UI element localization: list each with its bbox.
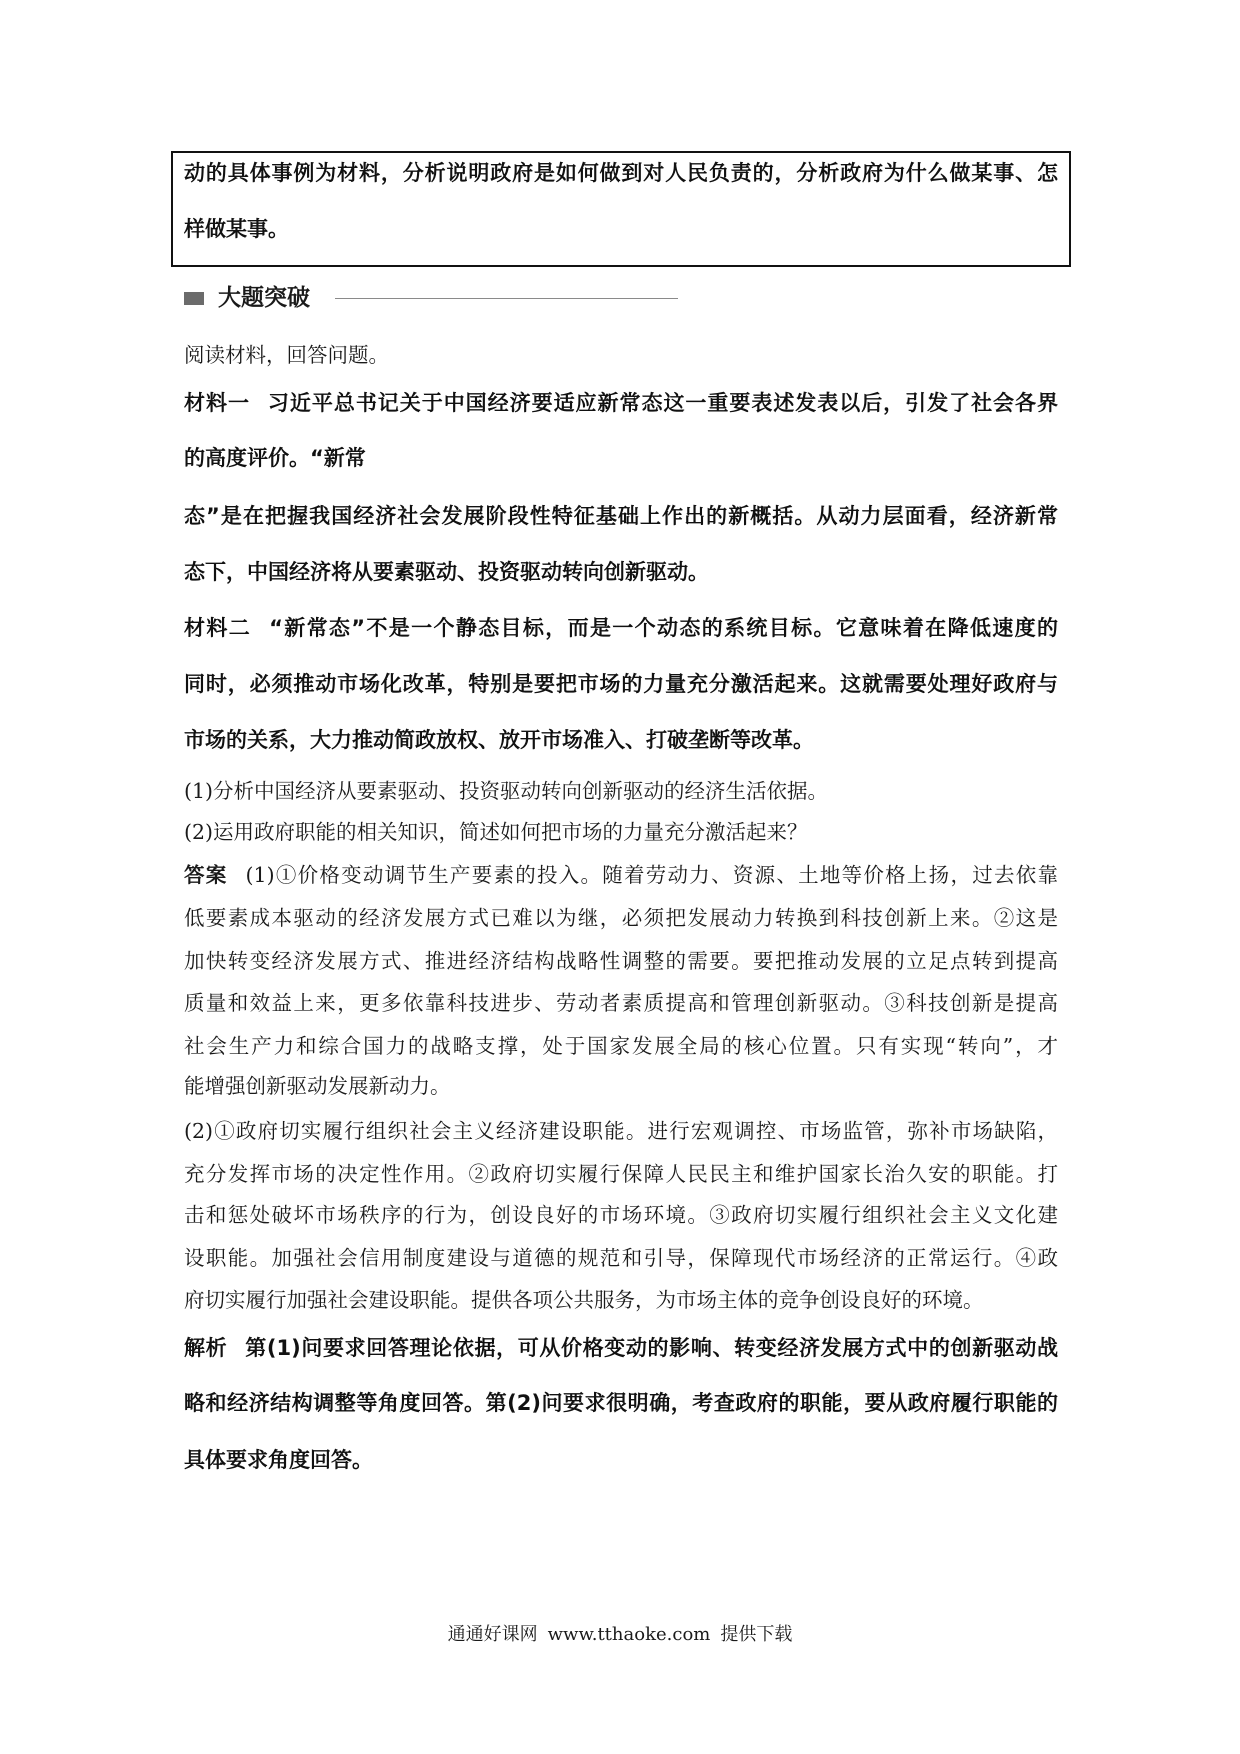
answer-line: 能增强创新驱动发展新动力。: [184, 1074, 451, 1098]
material-2-line: 市场的关系，大力推动简政放权、放开市场准入、打破垄断等改革。: [184, 728, 814, 752]
answer-line: 充分发挥市场的决定性作用。②政府切实履行保障人民民主和维护国家长治久安的职能。打: [184, 1162, 1058, 1186]
answer-line: 质量和效益上来，更多依靠科技进步、劳动者素质提高和管理创新驱动。③科技创新是提高: [184, 991, 1058, 1015]
analysis-text: 第(1)问要求回答理论依据，可从价格变动的影响、转变经济发展方式中的创新驱动战: [245, 1336, 1058, 1360]
section-divider: [335, 298, 678, 299]
answer-line: [184, 860, 1058, 890]
analysis-line: [184, 1333, 1058, 1363]
footer-url: www.tthaoke.com: [547, 1624, 711, 1645]
section-title: 大题突破: [218, 285, 310, 311]
answer-line: 加快转变经济发展方式、推进经济结构战略性调整的需要。要把推动发展的立足点转到提高: [184, 949, 1058, 973]
answer-label: 答案: [184, 863, 228, 887]
analysis-line: 具体要求角度回答。: [184, 1448, 373, 1472]
answer-line: 社会生产力和综合国力的战略支撑，处于国家发展全局的核心位置。只有实现“转向”，才: [184, 1034, 1058, 1058]
material-1-text: 习近平总书记关于中国经济要适应新常态这一重要表述发表以后，引发了社会各界: [267, 391, 1058, 415]
box-line: 样做某事。: [184, 217, 289, 241]
material-1-line: 态”是在把握我国经济社会发展阶段性特征基础上作出的新概括。从动力层面看，经济新常: [184, 504, 1058, 528]
question-2: (2)运用政府职能的相关知识，简述如何把市场的力量充分激活起来？: [184, 820, 808, 844]
answer-line: 设职能。加强社会信用制度建设与道德的规范和引导，保障现代市场经济的正常运行。④政: [184, 1246, 1058, 1270]
question-1: (1)分析中国经济从要素驱动、投资驱动转向创新驱动的经济生活依据。: [184, 779, 829, 803]
answer-text: (1)①价格变动调节生产要素的投入。随着劳动力、资源、土地等价格上扬，过去依靠: [245, 863, 1058, 887]
material-2-text: “新常态”不是一个静态目标，而是一个动态的系统目标。它意味着在降低速度的: [269, 616, 1058, 640]
material-1-label: 材料一: [184, 391, 250, 415]
material-2-label: 材料二: [184, 616, 252, 640]
footer-site-name: 通通好课网: [447, 1624, 538, 1645]
box-line: 动的具体事例为材料，分析说明政府是如何做到对人民负责的，分析政府为什么做某事、怎: [184, 161, 1058, 185]
answer-line: 低要素成本驱动的经济发展方式已难以为继，必须把发展动力转换到科技创新上来。②这是: [184, 906, 1058, 930]
analysis-label: 解析: [184, 1336, 228, 1360]
footer-note: 提供下载: [720, 1624, 793, 1645]
section-marker-icon: [184, 292, 204, 305]
material-2-line: [184, 613, 1058, 643]
answer-line: (2)①政府切实履行组织社会主义经济建设职能。进行宏观调控、市场监管，弥补市场缺陷，: [184, 1119, 1058, 1143]
material-1-line: 的高度评价。“新常: [184, 446, 366, 470]
analysis-line: 略和经济结构调整等角度回答。第(2)问要求很明确，考查政府的职能，要从政府履行职能的: [184, 1391, 1058, 1415]
answer-line: 府切实履行加强社会建设职能。提供各项公共服务，为市场主体的竞争创设良好的环境。: [184, 1288, 984, 1312]
answer-line: 击和惩处破坏市场秩序的行为，创设良好的市场环境。③政府切实履行组织社会主义文化建: [184, 1203, 1058, 1227]
material-2-line: 同时，必须推动市场化改革，特别是要把市场的力量充分激活起来。这就需要处理好政府与: [184, 672, 1058, 696]
material-1-line: 态下，中国经济将从要素驱动、投资驱动转向创新驱动。: [184, 560, 709, 584]
page-footer: [0, 1621, 1240, 1649]
instruction-text: 阅读材料，回答问题。: [184, 343, 389, 367]
material-1-line: [184, 388, 1058, 418]
